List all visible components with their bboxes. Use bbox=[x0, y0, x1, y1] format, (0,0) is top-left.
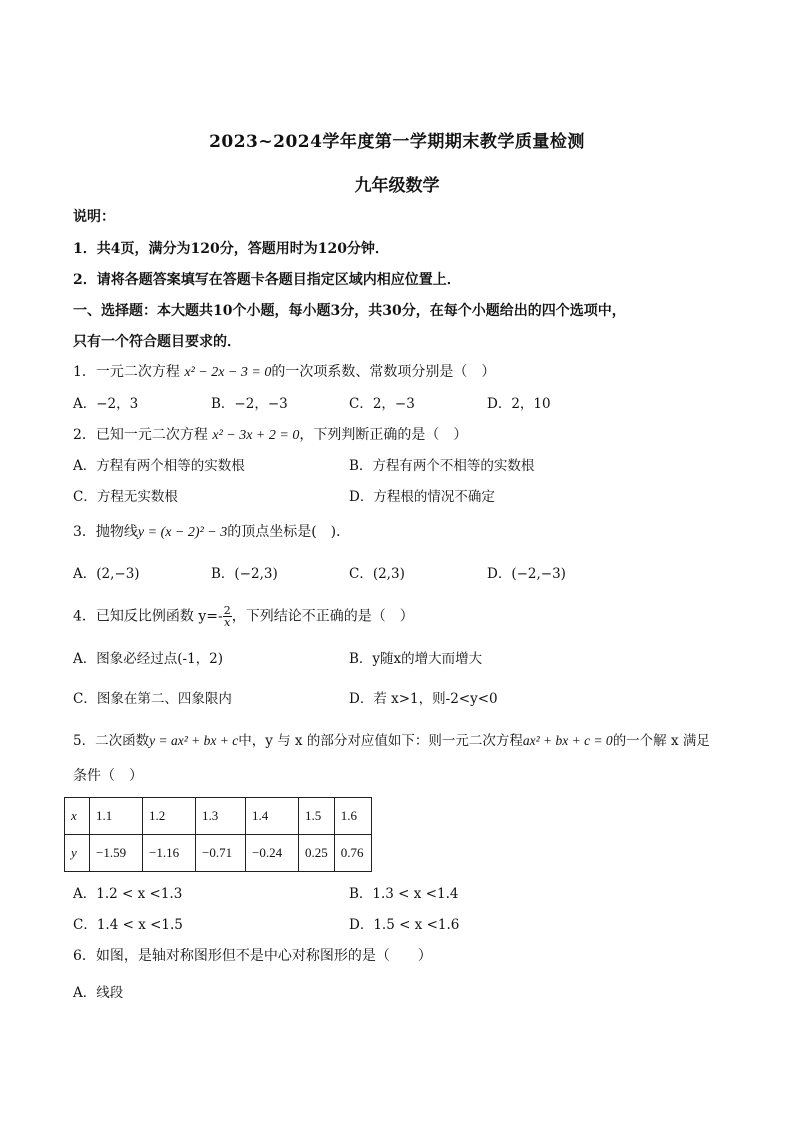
table-row: x 1.1 1.2 1.3 1.4 1.5 1.6 bbox=[65, 798, 372, 835]
section-heading-line1: 一、选择题：本大题共10个小题，每小题3分，共30分，在每个小题给出的四个选项中， bbox=[73, 303, 626, 319]
equation: y = (x − 2)² − 3 bbox=[137, 525, 228, 540]
question-5-stem: 5．二次函数y = ax² + bx + c中，y 与 x 的部分对应值如下：则一元二次方程ax² + bx + c = 0的一个解 x 满足 bbox=[73, 733, 710, 749]
value-table bbox=[64, 797, 372, 872]
q2-option-b: B．方程有两个不相等的实数根 bbox=[349, 458, 535, 474]
q2-option-c: C．方程无实数根 bbox=[73, 489, 178, 505]
q4-option-d: D．若 x>1，则-2<y<0 bbox=[349, 691, 498, 707]
notes-heading: 说明： bbox=[73, 209, 115, 225]
equation: y = ax² + bx + c bbox=[149, 733, 239, 748]
q2-option-d: D．方程根的情况不确定 bbox=[349, 489, 495, 505]
q5-option-c: C．1.4 < x <1.5 bbox=[73, 917, 183, 933]
question-5-stem-line2: 条件（ ） bbox=[73, 768, 143, 784]
q3-option-d: D．(−2,−3) bbox=[487, 566, 566, 582]
section-heading-line2: 只有一个符合题目要求的． bbox=[73, 334, 241, 350]
note-2: 2．请将各题答案填写在答题卡各题目指定区域内相应位置上． bbox=[73, 272, 461, 288]
question-4-stem: 4．已知反比例函数 y=- $\frac{2}{x}$ ，下列结论不正确的是（ ） bbox=[73, 604, 414, 629]
q6-option-a: A．线段 bbox=[73, 985, 124, 1001]
q4-option-a: A．图象必经过点(-1，2) bbox=[73, 651, 224, 667]
q1-option-a: A．−2，3 bbox=[73, 396, 139, 412]
q1-option-c: C．2，−3 bbox=[349, 396, 415, 412]
q5-option-d: D．1.5 < x <1.6 bbox=[349, 917, 460, 933]
q5-option-a: A．1.2 < x <1.3 bbox=[73, 886, 183, 902]
question-2-stem: 2．已知一元二次方程 x² − 3x + 2 = 0，下列判断正确的是（ ） bbox=[73, 427, 468, 443]
q2-option-a: A．方程有两个相等的实数根 bbox=[73, 458, 245, 474]
equation: x² − 2x − 3 = 0 bbox=[184, 365, 272, 380]
q4-option-b: B．y随x的增大而增大 bbox=[349, 651, 483, 667]
equation: x² − 3x + 2 = 0 bbox=[212, 428, 300, 443]
q5-option-b: B．1.3 < x <1.4 bbox=[349, 886, 459, 902]
exam-subtitle: 九年级数学 bbox=[354, 176, 440, 196]
fraction: $\frac{2}{x}$ bbox=[223, 604, 231, 629]
question-6-stem: 6．如图，是轴对称图形但不是中心对称图形的是（ ） bbox=[73, 948, 432, 964]
table-row: y −1.59 −1.16 −0.71 −0.24 0.25 0.76 bbox=[65, 835, 372, 872]
question-3-stem: 3．抛物线y = (x − 2)² − 3的顶点坐标是( )． bbox=[73, 524, 351, 540]
q3-option-b: B．(−2,3) bbox=[211, 566, 278, 582]
q1-option-b: B．−2，−3 bbox=[211, 396, 288, 412]
exam-title: 2023~2024学年度第一学期期末教学质量检测 bbox=[209, 132, 585, 152]
note-1: 1．共4页，满分为120分，答题用时为120分钟． bbox=[73, 241, 389, 257]
q4-option-c: C．图象在第二、四象限内 bbox=[73, 691, 232, 707]
equation: ax² + bx + c = 0 bbox=[522, 733, 613, 748]
q3-option-a: A．(2,−3) bbox=[73, 566, 140, 582]
q1-option-d: D．2，10 bbox=[487, 396, 551, 412]
question-1-stem: 1．一元二次方程 x² − 2x − 3 = 0的一次项系数、常数项分别是（ ） bbox=[73, 364, 496, 380]
q3-option-c: C．(2,3) bbox=[349, 566, 405, 582]
